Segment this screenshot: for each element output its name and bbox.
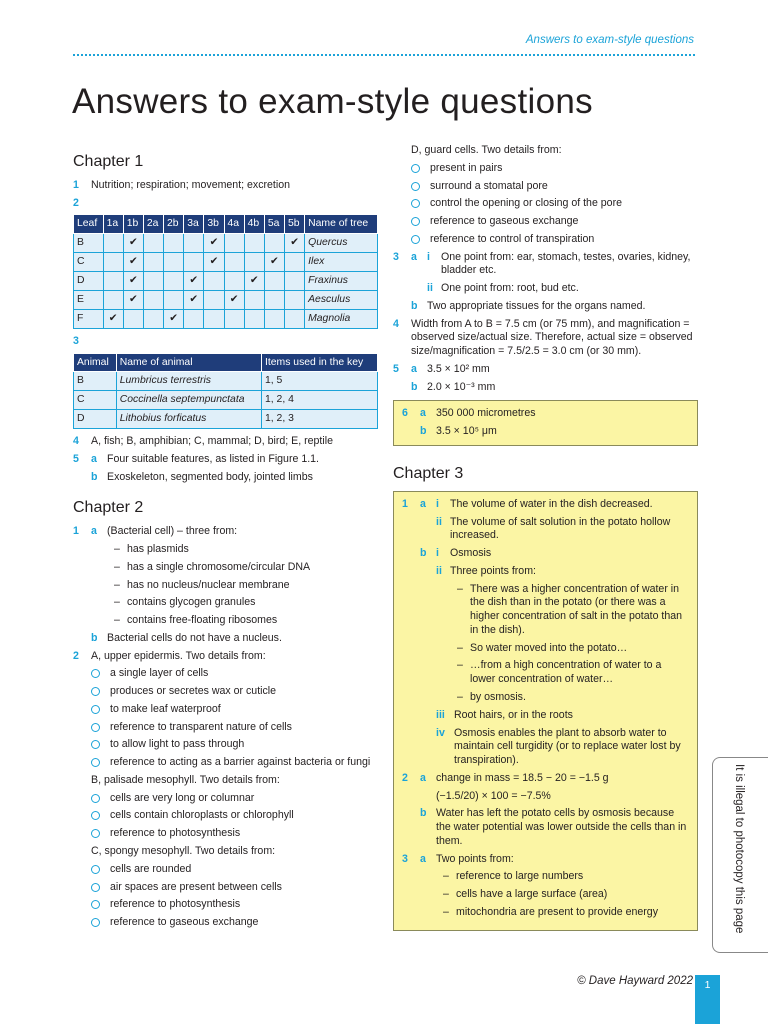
part-label: a	[91, 525, 97, 538]
table-row	[74, 290, 378, 309]
table-cell: D	[74, 271, 104, 290]
table-cell	[284, 271, 304, 290]
circle-bullet-icon	[411, 235, 420, 244]
table-cell: Quercus	[305, 233, 378, 252]
ch2-q3aii	[393, 282, 698, 296]
answer-text: reference to acting as a barrier against bacteria or fungi	[110, 756, 371, 769]
answer-text: Three points from:	[450, 564, 536, 577]
dash-marker: –	[457, 641, 463, 654]
dash-item	[436, 906, 689, 920]
bullet-item	[91, 916, 378, 930]
column-header: 3b	[204, 215, 224, 234]
dash-marker: –	[114, 614, 120, 627]
ch2-q2d-intro	[393, 144, 698, 158]
table-cell: ✔	[224, 290, 244, 309]
answer-text: Root hairs, or in the roots	[454, 708, 573, 721]
dash-item	[107, 579, 378, 593]
column-header: Leaf	[74, 215, 104, 234]
bullet-item	[411, 233, 698, 247]
answer-text: surround a stomatal pore	[430, 179, 548, 192]
answer-text: …from a high concentration of water to a lower concentration of water…	[470, 659, 662, 686]
bullet-list	[393, 162, 698, 247]
table-cell: ✔	[123, 252, 143, 271]
table-cell: ✔	[123, 290, 143, 309]
q-number: 2	[73, 196, 79, 209]
bullet-item	[411, 197, 698, 211]
column-header: 5b	[284, 215, 304, 234]
table-cell: 1, 2, 4	[262, 391, 378, 410]
answer-text: has a single chromosome/circular DNA	[127, 560, 311, 573]
table-row	[74, 309, 378, 328]
part-label: a	[411, 362, 417, 375]
part-label: a	[420, 407, 426, 420]
column-header: Items used in the key	[262, 353, 378, 372]
table-cell: C	[74, 391, 117, 410]
part-label: b	[420, 547, 427, 560]
table-row	[74, 410, 378, 429]
q-number: 4	[73, 435, 79, 448]
ch3-q1bii	[402, 565, 689, 579]
table-cell	[164, 271, 184, 290]
answer-text: 2.0 × 10⁻³ mm	[427, 380, 496, 393]
ch3-q1ai	[402, 498, 689, 512]
ch3-q3a	[402, 853, 689, 867]
table-cell	[143, 233, 163, 252]
dash-marker: –	[457, 659, 463, 672]
column-header: 2a	[143, 215, 163, 234]
table-cell: ✔	[184, 271, 204, 290]
table-cell	[284, 309, 304, 328]
table-cell	[264, 271, 284, 290]
table-cell	[264, 290, 284, 309]
subpart-label: ii	[436, 564, 442, 577]
dash-marker: –	[114, 560, 120, 573]
table-cell: D	[74, 410, 117, 429]
answer-text: One point from: ear, stomach, testes, ovaries, kidney, bladder etc.	[441, 250, 691, 277]
table-cell	[204, 271, 224, 290]
ch3-q1aii	[402, 516, 689, 544]
answer-text: reference to gaseous exchange	[110, 916, 259, 929]
table-cell	[103, 271, 123, 290]
ch2-q5b	[393, 381, 698, 395]
bullet-item	[411, 215, 698, 229]
ch3-box	[393, 491, 698, 931]
circle-bullet-icon	[91, 829, 100, 838]
answer-text: reference to control of transpiration	[430, 232, 595, 245]
part-label: a	[420, 497, 426, 510]
answer-text: Exoskeleton, segmented body, jointed limbs	[107, 470, 313, 483]
q-number: 3	[402, 852, 408, 865]
part-label: b	[91, 631, 98, 644]
subpart-label: ii	[427, 282, 433, 295]
ch3-q1biii	[402, 709, 689, 723]
answer-text: So water moved into the potato…	[470, 641, 628, 654]
table-cell	[143, 309, 163, 328]
ch1-q5b	[73, 471, 378, 485]
answer-text: cells contain chloroplasts or chlorophyll	[110, 809, 294, 822]
bullet-item	[91, 898, 378, 912]
ch1-q2	[73, 197, 378, 211]
table-cell	[143, 271, 163, 290]
table-cell	[224, 271, 244, 290]
dash-marker: –	[114, 542, 120, 555]
table-cell	[264, 233, 284, 252]
subpart-label: i	[436, 547, 439, 560]
circle-bullet-icon	[91, 865, 100, 874]
bullet-list	[73, 863, 378, 930]
answer-text: Osmosis enables the plant to absorb water to maintain cell turgidity (or to replace water lost by transpiration).	[454, 726, 681, 767]
answer-text: (−1.5/20) × 100 = −7.5%	[436, 789, 551, 802]
circle-bullet-icon	[411, 182, 420, 191]
ch1-q5a	[73, 453, 378, 467]
left-column	[73, 148, 378, 934]
subpart-label: ii	[436, 515, 442, 528]
table-cell: ✔	[204, 252, 224, 271]
dash-item	[107, 543, 378, 557]
answer-text: a single layer of cells	[110, 667, 209, 680]
table-cell: ✔	[123, 233, 143, 252]
table-cell: ✔	[164, 309, 184, 328]
table-cell	[284, 252, 304, 271]
ch2-q1a	[73, 525, 378, 539]
circle-bullet-icon	[411, 217, 420, 226]
bullet-item	[91, 792, 378, 806]
table-cell: Lithobius forficatus	[116, 410, 261, 429]
q-number: 2	[402, 771, 408, 784]
dash-marker: –	[114, 596, 120, 609]
q-number: 2	[73, 649, 79, 662]
bullet-item	[91, 756, 378, 770]
answer-text: reference to gaseous exchange	[430, 215, 579, 228]
answer-text: control the opening or closing of the pore	[430, 197, 622, 210]
table-row	[74, 233, 378, 252]
table-cell: ✔	[244, 271, 264, 290]
dash-marker: –	[114, 578, 120, 591]
column-header: 1b	[123, 215, 143, 234]
running-head: Answers to exam-style questions	[525, 34, 694, 46]
table-cell	[103, 252, 123, 271]
bullet-item	[91, 703, 378, 717]
table-cell	[204, 290, 224, 309]
answer-text: has plasmids	[127, 542, 189, 555]
ch2-q2c-intro	[73, 845, 378, 859]
dash-list	[402, 583, 689, 705]
part-label: b	[91, 470, 98, 483]
side-notice: It is illegal to photocopy this page	[733, 764, 745, 934]
q-number: 1	[73, 178, 79, 191]
ch2-q1b	[73, 632, 378, 646]
circle-bullet-icon	[91, 794, 100, 803]
table-cell	[164, 290, 184, 309]
answer-text: (Bacterial cell) – three from:	[107, 525, 238, 538]
column-header: Name of animal	[116, 353, 261, 372]
table-cell	[143, 252, 163, 271]
bullet-item	[91, 827, 378, 841]
table-cell	[264, 309, 284, 328]
answer-text: A, upper epidermis. Two details from:	[91, 649, 266, 662]
answer-text: by osmosis.	[470, 691, 526, 703]
part-label: a	[420, 771, 426, 784]
ch3-q2b	[402, 807, 689, 848]
table-cell	[184, 309, 204, 328]
answer-text: present in pairs	[430, 161, 503, 174]
q-number: 5	[73, 452, 79, 465]
answer-text: reference to photosynthesis	[110, 827, 241, 840]
table-cell: Aesculus	[305, 290, 378, 309]
answer-text: The volume of water in the dish decreased.	[450, 497, 653, 510]
table-cell	[204, 309, 224, 328]
ch1-q3	[73, 335, 378, 349]
column-header: Animal	[74, 353, 117, 372]
table-cell: ✔	[184, 290, 204, 309]
table-cell	[164, 252, 184, 271]
circle-bullet-icon	[411, 164, 420, 173]
page-title: Answers to exam-style questions	[72, 82, 593, 121]
dash-item	[436, 870, 689, 884]
bullet-item	[411, 180, 698, 194]
answer-text: to allow light to pass through	[110, 738, 245, 751]
dash-marker: –	[443, 888, 449, 901]
dash-marker: –	[457, 691, 463, 703]
dash-item	[450, 583, 689, 638]
bullet-list	[73, 792, 378, 841]
dash-item	[107, 614, 378, 628]
answer-text: Two appropriate tissues for the organs named.	[427, 299, 646, 312]
chapter-2-heading: Chapter 2	[73, 499, 144, 517]
answer-text: Water has left the potato cells by osmosis because the water potential was lower outside the cells than in them.	[436, 807, 687, 847]
circle-bullet-icon	[91, 669, 100, 678]
answer-text: One point from: root, bud etc.	[441, 282, 579, 295]
table-row	[74, 391, 378, 410]
ch3-q1biv	[402, 727, 689, 768]
dash-list	[402, 870, 689, 919]
bullet-item	[91, 667, 378, 681]
ch2-q6a	[402, 407, 689, 421]
leaf-key-table	[73, 214, 378, 329]
right-column	[393, 144, 698, 937]
table-row	[74, 271, 378, 290]
answer-text: air spaces are present between cells	[110, 880, 282, 893]
part-label: a	[91, 452, 97, 465]
table-cell	[123, 309, 143, 328]
ch3-q2a	[402, 772, 689, 786]
answer-text: change in mass = 18.5 − 20 = −1.5 g	[436, 771, 609, 784]
table-cell: B	[74, 372, 117, 391]
circle-bullet-icon	[411, 199, 420, 208]
subpart-label: i	[436, 497, 439, 510]
ch1-q1	[73, 179, 378, 193]
q-number: 5	[393, 362, 399, 375]
answer-text: Two points from:	[436, 852, 514, 865]
subpart-label: iv	[436, 726, 445, 739]
bullet-item	[411, 162, 698, 176]
answer-text: cells are rounded	[110, 862, 192, 875]
part-label: b	[420, 807, 427, 820]
part-label: b	[411, 299, 418, 312]
answer-text: produces or secretes wax or cuticle	[110, 685, 277, 698]
bullet-list	[73, 667, 378, 770]
ch3-q1bi	[402, 547, 689, 561]
column-header: Name of tree	[305, 215, 378, 234]
part-label: a	[420, 852, 426, 865]
table-cell	[244, 290, 264, 309]
table-cell	[244, 233, 264, 252]
table-cell: Fraxinus	[305, 271, 378, 290]
answer-text: B, palisade mesophyll. Two details from:	[91, 773, 280, 786]
table-row	[74, 372, 378, 391]
answer-text: reference to large numbers	[456, 870, 584, 883]
q-number: 1	[73, 525, 79, 538]
answer-text: reference to transparent nature of cells	[110, 720, 292, 733]
animal-key-table	[73, 353, 378, 430]
table-cell	[224, 233, 244, 252]
column-header: 5a	[264, 215, 284, 234]
bullet-item	[91, 721, 378, 735]
column-header: 3a	[184, 215, 204, 234]
q-number: 4	[393, 317, 399, 330]
answer-text: reference to photosynthesis	[110, 898, 241, 911]
dash-item	[450, 659, 689, 687]
circle-bullet-icon	[91, 758, 100, 767]
ch2-q2	[73, 650, 378, 664]
circle-bullet-icon	[91, 705, 100, 714]
ch2-q3ai	[393, 251, 698, 279]
bullet-item	[91, 685, 378, 699]
dash-marker: –	[443, 905, 449, 918]
circle-bullet-icon	[91, 900, 100, 909]
answer-text: There was a higher concentration of water in the dish than in the potato (or there was a higher concentration of salt in the potato than in the dish).	[470, 582, 683, 636]
q-number: 6	[402, 407, 408, 420]
q-number: 3	[393, 250, 399, 263]
table-cell: ✔	[264, 252, 284, 271]
column-header: 4a	[224, 215, 244, 234]
answer-text: D, guard cells. Two details from:	[411, 144, 562, 156]
ch2-q3b	[393, 300, 698, 314]
table-cell: ✔	[123, 271, 143, 290]
answer-text: Bacterial cells do not have a nucleus.	[107, 631, 282, 644]
answer-text: Four suitable features, as listed in Figure 1.1.	[107, 452, 319, 465]
answer-text: mitochondria are present to provide energy	[456, 905, 658, 918]
answer-text: cells have a large surface (area)	[456, 888, 608, 901]
table-cell	[164, 233, 184, 252]
answer-text: 3.5 × 10² mm	[427, 362, 490, 375]
chapter-1-heading: Chapter 1	[73, 153, 144, 170]
table-cell: ✔	[103, 309, 123, 328]
table-cell: Lumbricus terrestris	[116, 372, 261, 391]
ch2-q5a	[393, 363, 698, 377]
table-cell	[103, 290, 123, 309]
table-cell: Ilex	[305, 252, 378, 271]
answer-text: The volume of salt solution in the potato hollow increased.	[450, 515, 671, 542]
page-number: 1	[695, 975, 720, 1024]
bullet-item	[91, 863, 378, 877]
table-cell	[184, 252, 204, 271]
dash-item	[436, 888, 689, 902]
column-header: 4b	[244, 215, 264, 234]
dash-marker: –	[457, 582, 463, 595]
table-row	[74, 252, 378, 271]
ch2-q4	[393, 318, 698, 359]
table-cell	[103, 233, 123, 252]
table-cell: F	[74, 309, 104, 328]
table-cell	[244, 252, 264, 271]
dash-list	[73, 543, 378, 628]
circle-bullet-icon	[91, 723, 100, 732]
dash-marker: –	[443, 870, 449, 883]
dash-item	[107, 596, 378, 610]
subpart-label: i	[427, 250, 430, 263]
table-cell	[224, 252, 244, 271]
part-label: a	[411, 250, 417, 263]
answer-text: contains free-floating ribosomes	[127, 614, 278, 627]
circle-bullet-icon	[91, 687, 100, 696]
dash-item	[107, 561, 378, 575]
copyright-footer: © Dave Hayward 2022	[577, 975, 693, 987]
circle-bullet-icon	[91, 883, 100, 892]
ch2-q6-box	[393, 400, 698, 446]
table-cell: 1, 5	[262, 372, 378, 391]
subpart-label: iii	[436, 708, 445, 721]
ch3-q2a-line2	[402, 790, 689, 804]
ch2-q2b-intro	[73, 774, 378, 788]
answer-text: cells are very long or columnar	[110, 791, 255, 804]
table-cell: ✔	[204, 233, 224, 252]
circle-bullet-icon	[91, 811, 100, 820]
table-cell: 1, 2, 3	[262, 410, 378, 429]
answer-text: Width from A to B = 7.5 cm (or 75 mm), and magnification = observed size/actual size. Therefore, actual size = observed size/magnification = 7.5/2.5 = 3.0 cm (or 30 mm).	[411, 317, 693, 358]
table-cell: ✔	[284, 233, 304, 252]
part-label: b	[411, 380, 418, 393]
answer-text: has no nucleus/nuclear membrane	[127, 578, 290, 591]
table-cell: C	[74, 252, 104, 271]
dash-item	[450, 691, 689, 705]
column-header: 1a	[103, 215, 123, 234]
answer-text: C, spongy mesophyll. Two details from:	[91, 845, 276, 857]
table-cell	[244, 309, 264, 328]
column-header: 2b	[164, 215, 184, 234]
answer-text: contains glycogen granules	[127, 596, 256, 609]
answer-text: Nutrition; respiration; movement; excretion	[91, 178, 291, 191]
table-cell	[184, 233, 204, 252]
chapter-3-heading: Chapter 3	[393, 465, 464, 483]
circle-bullet-icon	[91, 918, 100, 927]
bullet-item	[91, 738, 378, 752]
part-label: b	[420, 425, 427, 438]
table-cell: B	[74, 233, 104, 252]
bullet-item	[91, 809, 378, 823]
answer-text: 3.5 × 10⁵ μm	[436, 425, 497, 438]
dotted-divider	[73, 54, 695, 56]
table-cell	[143, 290, 163, 309]
table-cell	[284, 290, 304, 309]
answer-text: 350 000 micrometres	[436, 407, 536, 420]
q-number: 3	[73, 334, 79, 347]
table-cell: Magnolia	[305, 309, 378, 328]
dash-item	[450, 642, 689, 656]
ch1-q4	[73, 435, 378, 449]
answer-text: to make leaf waterproof	[110, 702, 221, 715]
table-cell	[224, 309, 244, 328]
ch2-q6b	[402, 425, 689, 439]
table-cell: E	[74, 290, 104, 309]
bullet-item	[91, 881, 378, 895]
circle-bullet-icon	[91, 740, 100, 749]
q-number: 1	[402, 497, 408, 510]
answer-text: Osmosis	[450, 547, 492, 560]
table-cell: Coccinella septempunctata	[116, 391, 261, 410]
answer-text: A, fish; B, amphibian; C, mammal; D, bird; E, reptile	[91, 435, 333, 448]
